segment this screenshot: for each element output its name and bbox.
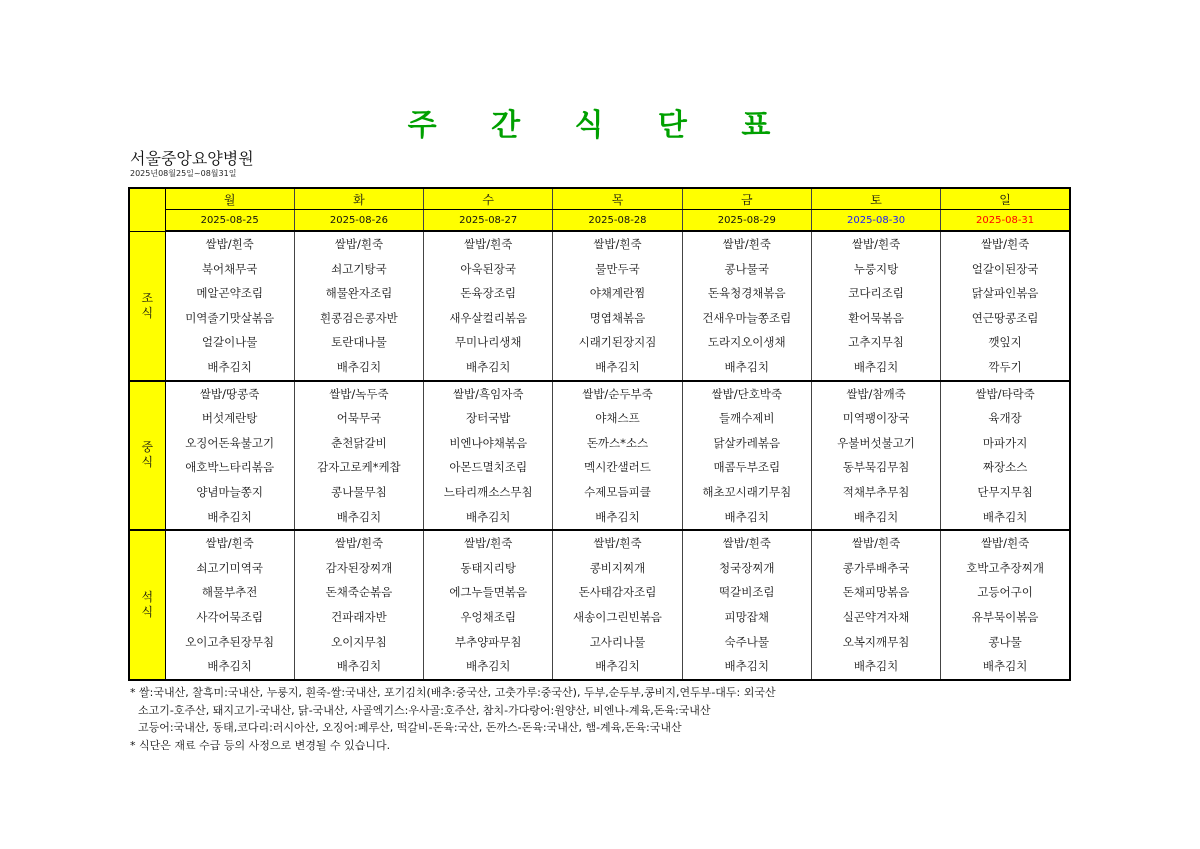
note-line: 고등어:국내산, 동태,코다리:러시아산, 오징어:페루산, 떡갈비-돈육:국산, 돈까스-돈육:국내산, 햄-계육,돈육:국내산 [138, 721, 682, 734]
menu-item: 쌀밥/흰죽 [980, 536, 1030, 551]
menu-item: 무미나리생채 [454, 335, 522, 350]
day-header-sat: 토 [811, 188, 940, 210]
date-fri: 2025-08-29 [682, 210, 811, 232]
menu-item: 멕시칸샐러드 [584, 460, 651, 475]
corner-cell [129, 188, 165, 231]
menu-item: 쌀밥/흰죽 [980, 237, 1030, 251]
menu-item: 쌀밥/흰죽 [722, 536, 771, 551]
menu-item: 피망잡채 [724, 609, 769, 624]
menu-item: 해초꼬시래기무침 [702, 484, 792, 499]
menu-item: 고등어구이 [977, 585, 1033, 600]
date-sun: 2025-08-31 [941, 210, 1070, 232]
menu-item: 배추김치 [207, 659, 252, 674]
menu-item: 쌀밥/흰죽 [205, 536, 254, 551]
dinner-fri-cell [682, 530, 811, 680]
menu-item: 돈까스*소스 [586, 435, 649, 450]
day-header-tue: 화 [294, 188, 423, 210]
breakfast-wed-cell [424, 231, 553, 381]
meal-label-char: 석 [141, 589, 154, 604]
menu-item: 배추김치 [724, 509, 769, 524]
menu-item: 동부묵김무침 [842, 460, 910, 475]
menu-item: 배추김치 [465, 359, 511, 374]
weekly-menu-table [128, 187, 1071, 681]
meal-label-char: 식 [141, 455, 154, 470]
menu-item: 사각어묵조림 [196, 609, 263, 624]
menu-item: 물만두국 [595, 261, 640, 276]
menu-item: 배추김치 [982, 509, 1028, 524]
dinner-mon-cell [165, 530, 294, 680]
menu-item: 누룽지탕 [853, 261, 899, 276]
menu-item: 들깨수제비 [718, 411, 775, 426]
menu-item: 쌀밥/흰죽 [205, 237, 254, 251]
menu-item: 느타리깨소스무침 [443, 484, 533, 499]
menu-item: 쇠고기미역국 [196, 560, 263, 575]
menu-item: 수제모듬피클 [584, 484, 651, 499]
menu-item: 양념마늘쫑지 [196, 484, 263, 499]
menu-item: 숙주나물 [724, 634, 769, 649]
lunch-row [129, 381, 1070, 531]
menu-item: 쌀밥/흰죽 [722, 237, 771, 251]
menu-item: 돈육장조림 [460, 286, 516, 301]
menu-item: 배추김치 [336, 359, 382, 374]
menu-item: 에그누들면볶음 [449, 585, 528, 600]
menu-item: 감자고로케*케찹 [317, 460, 401, 475]
menu-item: 청국장찌개 [718, 560, 775, 575]
menu-item: 해물완자조림 [325, 286, 393, 301]
menu-item: 쌀밥/녹두죽 [329, 386, 389, 401]
lunch-thu-cell [553, 381, 682, 531]
menu-item: 배추김치 [982, 659, 1028, 674]
lunch-label [129, 381, 165, 531]
dinner-row [129, 530, 1070, 680]
menu-item: 실곤약겨자채 [842, 609, 910, 624]
breakfast-sat-cell [811, 231, 940, 381]
meal-label-char: 식 [141, 604, 154, 619]
menu-item: 깍두기 [988, 359, 1022, 374]
menu-item: 아욱된장국 [460, 261, 516, 276]
menu-item: 짜장소스 [982, 460, 1028, 475]
breakfast-tue-cell [294, 231, 423, 381]
menu-item: 새우살컬리볶음 [449, 310, 528, 325]
menu-item: 배추김치 [595, 509, 640, 524]
lunch-mon-cell [165, 381, 294, 531]
menu-item: 고추지무침 [848, 335, 904, 350]
menu-item: 배추김치 [465, 509, 511, 524]
menu-item: 애호박느타리볶음 [185, 460, 275, 475]
menu-item: 배추김치 [724, 359, 769, 374]
menu-item: 매콤두부조림 [713, 460, 781, 475]
menu-item: 미역줄기맛살볶음 [185, 310, 275, 325]
menu-period: 2025년08월25일~08월31일 [130, 169, 237, 178]
date-wed: 2025-08-27 [424, 210, 553, 232]
menu-item: 야채스프 [595, 411, 640, 426]
dinner-thu-cell [553, 530, 682, 680]
dinner-wed-cell [424, 530, 553, 680]
menu-item: 우엉채조림 [460, 609, 516, 624]
day-header-wed: 수 [424, 188, 553, 210]
day-header-thu: 목 [553, 188, 682, 210]
menu-item: 단무지무침 [977, 484, 1033, 499]
menu-item: 코다리조림 [848, 286, 904, 301]
menu-item: 얼갈이된장국 [971, 261, 1039, 276]
menu-item: 쌀밥/흰죽 [464, 536, 513, 551]
menu-item: 돈채죽순볶음 [325, 585, 393, 600]
menu-item: 닭살카레볶음 [713, 435, 781, 450]
menu-item: 쌀밥/흰죽 [593, 237, 642, 251]
menu-item: 배추김치 [336, 509, 382, 524]
menu-item: 쌀밥/흰죽 [464, 237, 513, 251]
menu-item: 새송이그린빈볶음 [573, 609, 662, 624]
menu-item: 돈채피망볶음 [842, 585, 910, 600]
menu-item: 쌀밥/순두부죽 [582, 386, 653, 401]
menu-item: 얼갈이나물 [201, 335, 258, 350]
lunch-wed-cell [424, 381, 553, 531]
date-thu: 2025-08-28 [553, 210, 682, 232]
menu-item: 해물부추전 [201, 585, 258, 600]
menu-item: 떡갈비조림 [718, 585, 775, 600]
menu-item: 배추김치 [465, 659, 511, 674]
menu-item: 배추김치 [207, 359, 252, 374]
menu-item: 콩나물국 [724, 261, 769, 276]
lunch-sun-cell [941, 381, 1070, 531]
menu-item: 배추김치 [853, 509, 899, 524]
menu-item: 메알곤약조림 [196, 286, 263, 301]
menu-item: 감자된장찌개 [325, 560, 393, 575]
menu-item: 콩비지찌개 [589, 560, 646, 575]
meal-label-char: 중 [141, 440, 154, 455]
menu-item: 야채계란찜 [589, 286, 646, 301]
menu-item: 환어묵볶음 [848, 310, 904, 325]
page-title: 주 간 식 단 표 [407, 108, 793, 143]
menu-item: 콩나물무침 [331, 484, 387, 499]
meal-label-char: 식 [141, 305, 154, 320]
menu-item: 우불버섯불고기 [837, 435, 915, 450]
menu-item: 장터국밥 [465, 411, 511, 426]
menu-item: 마파가지 [982, 435, 1028, 450]
menu-item: 아몬드멸치조림 [449, 460, 528, 475]
menu-item: 연근땅콩조림 [971, 310, 1039, 325]
hospital-name: 서울중앙요양병원 [130, 149, 254, 168]
menu-item: 건파래자반 [331, 609, 387, 624]
date-mon: 2025-08-25 [165, 210, 294, 232]
menu-item: 북어채무국 [201, 261, 258, 276]
menu-item: 돈사태감자조림 [578, 585, 657, 600]
menu-item: 유부묵이볶음 [971, 609, 1039, 624]
menu-item: 깻잎지 [988, 335, 1022, 350]
note-line: 소고기-호주산, 돼지고기-국내산, 닭-국내산, 사골엑기스:우사골:호주산, 참치-가다랑어:원양산, 비엔나-계육,돈육:국내산 [138, 703, 711, 717]
dinner-sat-cell [811, 530, 940, 680]
breakfast-fri-cell [682, 231, 811, 381]
menu-item: 쇠고기탕국 [331, 261, 387, 276]
menu-item: 배추김치 [336, 659, 382, 674]
menu-item: 쌀밥/흰죽 [334, 237, 384, 251]
menu-item: 토란대나물 [331, 335, 387, 350]
menu-item: 부추양파무침 [454, 634, 522, 649]
date-tue: 2025-08-26 [294, 210, 423, 232]
menu-item: 쌀밥/흰죽 [851, 536, 901, 551]
day-header-fri: 금 [682, 188, 811, 210]
menu-item: 오복지깨무침 [842, 634, 910, 649]
menu-item: 호박고추장찌개 [966, 560, 1044, 575]
menu-item: 버섯계란탕 [201, 411, 258, 426]
menu-item: 쌀밥/땅콩죽 [199, 386, 260, 401]
menu-item: 쌀밥/흰죽 [334, 536, 384, 551]
menu-item: 적채부추무침 [842, 484, 910, 499]
menu-item: 명엽채볶음 [589, 310, 646, 325]
menu-item: 쌀밥/참깨죽 [846, 386, 906, 401]
menu-item: 콩나물 [988, 634, 1022, 649]
menu-item: 육개장 [988, 411, 1022, 426]
menu-item: 오징어돈육불고기 [185, 435, 275, 450]
menu-item: 흰콩검은콩자반 [320, 310, 398, 325]
breakfast-mon-cell [165, 231, 294, 381]
breakfast-thu-cell [553, 231, 682, 381]
note-line: * 쌀:국내산, 찰흑미:국내산, 누룽지, 흰죽-쌀:국내산, 포기김치(배추:중국산, 고춧가루:중국산), 두부,순두부,콩비지,연두부-대두: 외국산 [130, 686, 776, 699]
menu-item: 쌀밥/흰죽 [593, 536, 642, 551]
menu-item: 춘천닭갈비 [331, 435, 387, 450]
menu-item: 배추김치 [595, 359, 640, 374]
menu-item: 쌀밥/단호박죽 [711, 386, 783, 401]
menu-item: 닭살파인볶음 [971, 286, 1039, 301]
menu-item: 돈육청경채볶음 [707, 286, 786, 301]
menu-item: 콩가루배추국 [842, 560, 910, 575]
menu-item: 미역팽이장국 [842, 411, 910, 426]
menu-item: 쌀밥/흰죽 [851, 237, 901, 251]
meal-label-char: 조 [141, 290, 154, 305]
menu-item: 건새우마늘쫑조림 [702, 310, 792, 325]
menu-item: 배추김치 [853, 359, 899, 374]
note-line: * 식단은 재료 수급 등의 사정으로 변경될 수 있습니다. [130, 738, 391, 752]
origin-notes [130, 684, 776, 754]
date-sat: 2025-08-30 [811, 210, 940, 232]
menu-item: 배추김치 [595, 659, 640, 674]
menu-item: 쌀밥/타락죽 [975, 386, 1035, 401]
dinner-label [129, 530, 165, 680]
lunch-tue-cell [294, 381, 423, 531]
menu-item: 비엔나야채볶음 [449, 435, 528, 450]
menu-item: 동태지리탕 [460, 560, 516, 575]
menu-item: 도라지오이생채 [707, 335, 786, 350]
breakfast-label [129, 231, 165, 381]
weekday-header-row [129, 188, 1070, 210]
breakfast-sun-cell [941, 231, 1070, 381]
menu-item: 배추김치 [724, 659, 769, 674]
dinner-sun-cell [941, 530, 1070, 680]
date-header-row [129, 210, 1070, 232]
menu-item: 어묵무국 [336, 411, 382, 426]
menu-item: 배추김치 [207, 509, 252, 524]
menu-item: 쌀밥/흑임자죽 [452, 386, 524, 401]
dinner-tue-cell [294, 530, 423, 680]
day-header-sun: 일 [941, 188, 1070, 210]
lunch-sat-cell [811, 381, 940, 531]
breakfast-row [129, 231, 1070, 381]
menu-item: 오이지무침 [331, 634, 387, 649]
menu-item: 오이고추된장무침 [185, 634, 275, 649]
day-header-mon: 월 [165, 188, 294, 210]
lunch-fri-cell [682, 381, 811, 531]
menu-item: 배추김치 [853, 659, 899, 674]
menu-item: 시래기된장지짐 [578, 335, 657, 350]
menu-item: 고사리나물 [589, 634, 646, 649]
